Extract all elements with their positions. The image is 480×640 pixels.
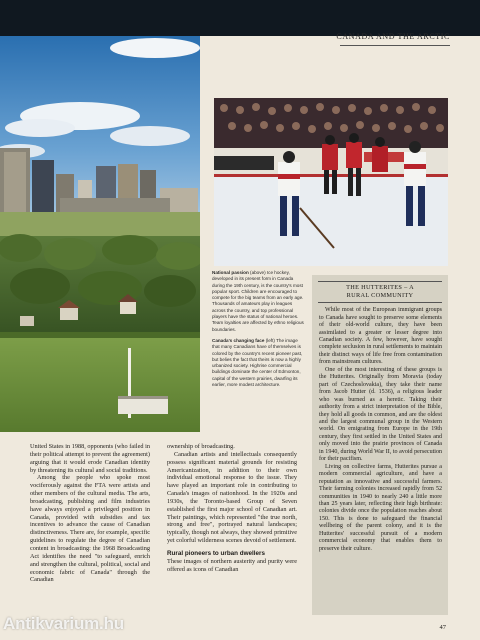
sidebar-title-line-2: RURAL COMMUNITY [346, 291, 414, 299]
sidebar-paragraph: One of the most interesting of these groups is the Hutterites. Originally from Moravia (today part of Czechoslovakia), they take their name from Jacob Hutter (d. 1536), a religious leader who was burned as a heretic. Taking their authority from a strict interpretation of the Bible, they hold all goods in common, and are the oldest and the largest communal group in the Western world. On emigrating from Europe in the 19th century, they first settled in the United States and only moved into the prairie provinces of Canada in 1940, during World War II, to avoid persecution for their pacifism. [319, 366, 442, 463]
page-number: 47 [439, 624, 446, 631]
top-photo-edge [0, 0, 480, 36]
section-subhead: Rural pioneers to urban dwellers [167, 549, 265, 557]
sidebar-paragraph: Living on collective farms, Hutterites pursue a modern commercial agriculture, and have a reputation as innovative and successful farmers. Their farming colonies increased rapidly from 52 communities in 1940 to nearly 240 a little more than 25 years later, reflecting their high birthrate: colonies divide once the population reaches about 150. This is done to safeguard the financial wellbeing of the parent colony, and it is the Hutterites' successful pursuit of a modern commercial economy that enables them to preserve their culture. [319, 463, 442, 552]
city-caption-position: (left) [265, 337, 275, 343]
body-paragraph: Canadian artists and intellectuals consequently possess significant material grounds for resisting Americanization, in addition to their own individual emotional response to the issue. They have played an important role in contributing to Canada's images of nationhood. In the 1920s and 1930s, the Toronto-based Group of Seven established the first major school of Canadian art. Their paintings, which represented "the true north, strong and free", portrayed natural landscapes; typically, though not always, they showed primitive yet colorful wilderness scenes devoid of settlement. [167, 450, 297, 545]
hockey-caption [212, 270, 306, 333]
sidebar-paragraph: While most of the European immigrant groups to Canada have sought to preserve some elements of their old-world culture, they have been assimilated to a greater or lesser degree into Canadian society. A few, however, have sought complete seclusion in rural settlements to maintain their distinct ways of life free from contamination from mainstream cultures. [319, 307, 442, 366]
photo-captions [212, 270, 306, 393]
sidebar-title-line-1: THE HUTTERITES – A [346, 284, 414, 291]
ice-hockey-photo [214, 98, 448, 266]
body-paragraph: United States in 1988, opponents (who failed in their political attempt to prevent the agreement) arguing that it would erode Canadian identity by threatening its cultural and social traditions. [30, 443, 150, 474]
body-column-2 [167, 443, 297, 574]
watermark: Antikvarium.hu [3, 614, 124, 633]
body-column-1 [30, 443, 150, 584]
sidebar-title [318, 281, 442, 303]
city-caption-lead: Canada's changing face [212, 337, 265, 343]
body-paragraph: ownership of broadcasting. [167, 443, 235, 450]
city-caption [212, 338, 306, 388]
body-paragraph: These images of northern austerity and purity were offered as icons of Canadian [167, 557, 297, 573]
city-caption-text: The image that many Canadians have of themselves is colored by the country's recent pioneer past, but belies the fact that theirs is now a highly urbanized society. Highrise commercial buildings dominate the center of Edmonton, capital of the western prairies, dwarfing its earlier, more modest architecture. [212, 337, 303, 388]
running-head-rule [340, 45, 450, 46]
edmonton-city-photo [0, 36, 200, 432]
hockey-caption-text: Ice hockey, developed in its present form in Canada during the 19th century, is the country's most popular sport. Children are encouraged to compete for the big teams from an early age. Thousands of amateurs play in leagues across the country, and top professional players have the status of national heroes. Team loyalties are affected by ethno religious boundaries. [212, 270, 304, 332]
sidebar-body [312, 303, 448, 553]
hockey-caption-position: (above) [250, 270, 266, 275]
hutterites-sidebar [312, 275, 448, 615]
body-paragraph: Among the people who spoke most vociferously against the FTA were artists and other members of the cultural media. The arts, broadcasting, publishing and film industries have always enjoyed a privileged position in Canada, provided with subsidies and tax incentives to advance the cause of Canadian distinctiveness. There are, for example, specific guidelines to regulate the degree of Canadian content in broadcasting: the 1968 Broadcasting Act identifies the need "to safeguard, enrich and strengthen the cultural, political, social and economic fabric of Canada" through the Canadian [30, 474, 150, 584]
running-head: CANADA AND THE ARCTIC [336, 32, 450, 41]
hockey-caption-lead: National passion [212, 270, 249, 275]
